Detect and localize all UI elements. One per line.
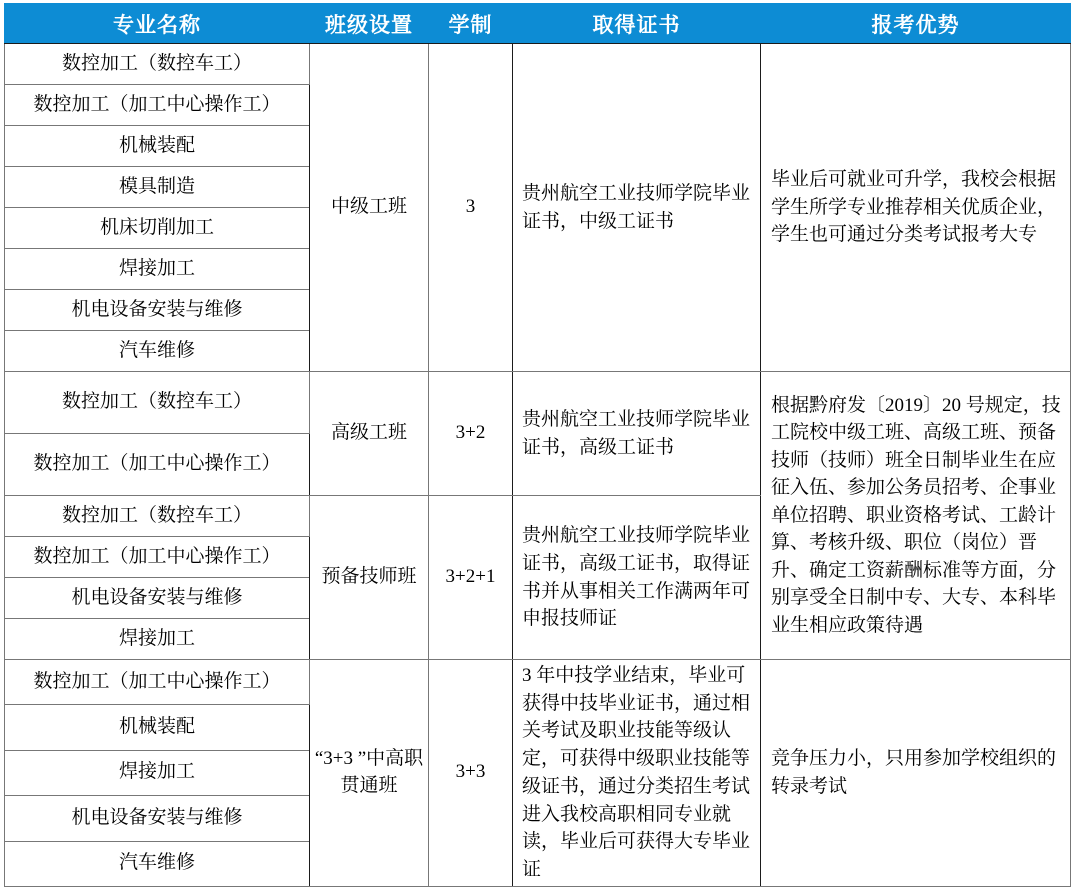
cell-years: 3+2+1: [429, 496, 513, 660]
header-cell-class: 班级设置: [310, 4, 429, 44]
cell-major-name: 机电设备安装与维修: [5, 290, 310, 331]
header-cell-cert: 取得证书: [513, 4, 761, 44]
cell-years: 3+3: [429, 660, 513, 887]
table-row: [5, 372, 1071, 434]
header-cell-major: 专业名称: [5, 4, 310, 44]
cell-class-setting: 中级工班: [310, 44, 429, 372]
cell-class-setting: 预备技师班: [310, 496, 429, 660]
cell-certificate: 贵州航空工业技师学院毕业证书，高级工证书，取得证书并从事相关工作满两年可申报技师证: [513, 496, 761, 660]
cell-major-name: 数控加工（加工中心操作工）: [5, 85, 310, 126]
cell-major-name: 汽车维修: [5, 331, 310, 372]
table-row: [5, 44, 1071, 85]
cell-major-name: 数控加工（数控车工）: [5, 496, 310, 537]
cell-certificate: 贵州航空工业技师学院毕业证书，高级工证书: [513, 372, 761, 496]
program-table: [4, 3, 1071, 887]
cell-class-setting: 高级工班: [310, 372, 429, 496]
cell-years: 3+2: [429, 372, 513, 496]
cell-advantage: 根据黔府发〔2019〕20 号规定，技工院校中级工班、高级工班、预备技师（技师）班全日制毕业生在应征入伍、参加公务员招考、企事业单位招聘、职业资格考试、工龄计算、考核升级、职位（岗位）晋升、确定工资薪酬标准等方面，分别享受全日制中专、大专、本科毕业生相应政策待遇: [761, 372, 1071, 660]
cell-certificate: 贵州航空工业技师学院毕业证书，中级工证书: [513, 44, 761, 372]
cell-major-name: 数控加工（数控车工）: [5, 372, 310, 434]
cell-advantage: 竞争压力小，只用参加学校组织的转录考试: [761, 660, 1071, 887]
cell-major-name: 数控加工（加工中心操作工）: [5, 434, 310, 496]
cell-major-name: 机电设备安装与维修: [5, 796, 310, 841]
table-body: [5, 44, 1071, 887]
cell-advantage: 毕业后可就业可升学，我校会根据学生所学专业推荐相关优质企业，学生也可通过分类考试报考大专: [761, 44, 1071, 372]
cell-years: 3: [429, 44, 513, 372]
cell-major-name: 机床切削加工: [5, 208, 310, 249]
cell-major-name: 机械装配: [5, 705, 310, 750]
cell-major-name: 模具制造: [5, 167, 310, 208]
cell-major-name: 数控加工（加工中心操作工）: [5, 537, 310, 578]
cell-major-name: 机械装配: [5, 126, 310, 167]
cell-major-name: 汽车维修: [5, 841, 310, 886]
table-row: [5, 660, 1071, 705]
cell-certificate: 3 年中技学业结束，毕业可获得中技毕业证书，通过相关考试及职业技能等级认定，可获得中级职业技能等级证书，通过分类招生考试进入我校高职相同专业就读，毕业后可获得大专毕业证: [513, 660, 761, 887]
cell-major-name: 焊接加工: [5, 249, 310, 290]
cell-major-name: 数控加工（数控车工）: [5, 44, 310, 85]
header-cell-years: 学制: [429, 4, 513, 44]
table-header: [5, 4, 1071, 44]
cell-major-name: 焊接加工: [5, 619, 310, 660]
header-cell-advantage: 报考优势: [761, 4, 1071, 44]
cell-class-setting: “3+3 ”中高职贯通班: [310, 660, 429, 887]
header-row: [5, 4, 1071, 44]
cell-major-name: 焊接加工: [5, 750, 310, 795]
cell-major-name: 机电设备安装与维修: [5, 578, 310, 619]
cell-major-name: 数控加工（加工中心操作工）: [5, 660, 310, 705]
